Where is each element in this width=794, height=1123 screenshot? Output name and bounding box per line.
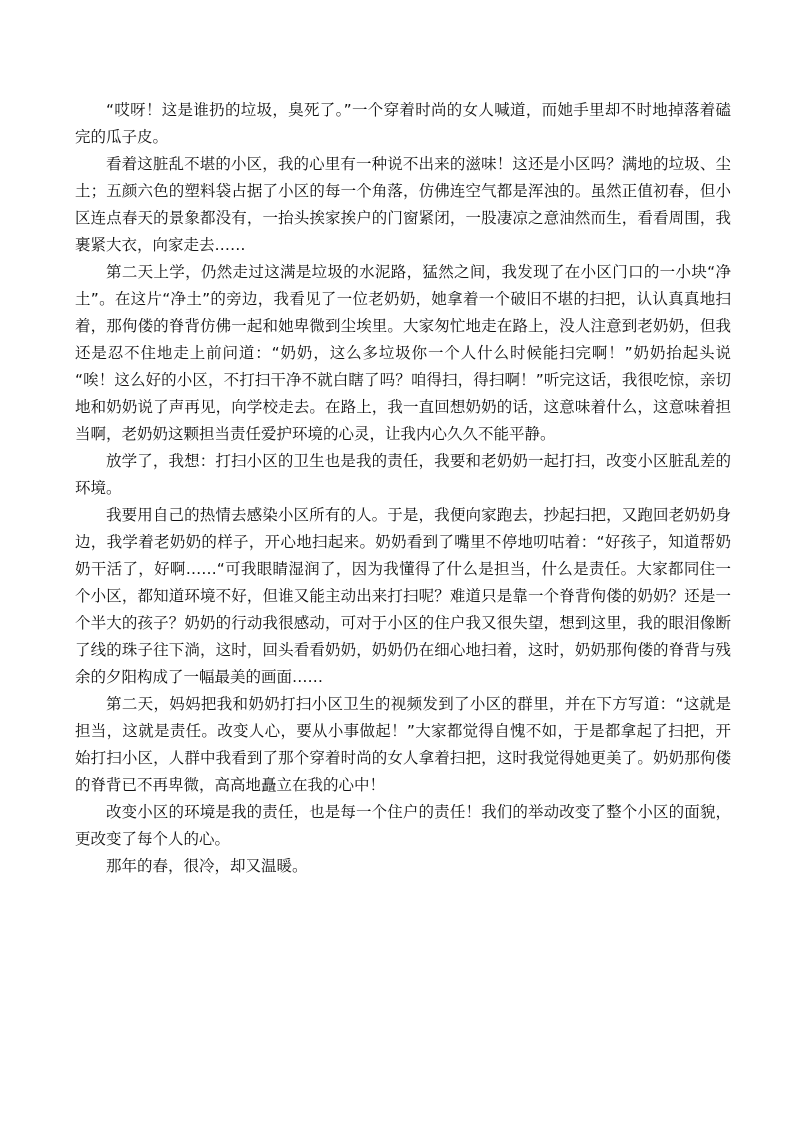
paragraph-2: 看着这脏乱不堪的小区，我的心里有一种说不出来的滋味！这还是小区吗？满地的垃圾、尘土；五颜六色的塑料袋占据了小区的每一个角落，仿佛连空气都是浑浊的。虽然正值初春，但小区连点春天的景象都没有，一抬头挨家挨户的门窗紧闭，一股凄凉之意油然而生，看看周围，我裹紧大衣，向家走去…… bbox=[75, 155, 731, 254]
paragraph-6: 第二天，妈妈把我和奶奶打扫小区卫生的视频发到了小区的群里，并在下方写道：“这就是担当，这就是责任。改变人心，要从小事做起！”大家都觉得自愧不如，于是都拿起了扫把，开始打扫小区，人群中我看到了那个穿着时尚的女人拿着扫把，这时我觉得她更美了。奶奶那佝偻的脊背已不再卑微，高高地矗立在我的心中！ bbox=[75, 695, 731, 794]
paragraph-3: 第二天上学，仍然走过这满是垃圾的水泥路，猛然之间，我发现了在小区门口的一小块“净土”。在这片“净土”的旁边，我看见了一位老奶奶，她拿着一个破旧不堪的扫把，认认真真地扫着，那佝偻的脊背仿佛一起和她卑微到尘埃里。大家匆忙地走在路上，没人注意到老奶奶，但我还是忍不住地走上前问道：“奶奶，这么多垃圾你一个人什么时候能扫完啊！”奶奶抬起头说 “唉！这么好的小区，不打扫干净不就白瞎了吗？咱得扫，得扫啊！”听完这话，我很吃惊，亲切地和奶奶说了声再见，向学校走去。在路上，我一直回想奶奶的话，这意味着什么，这意味着担当啊，老奶奶这颗担当责任爱护环境的心灵，让我内心久久不能平静。 bbox=[75, 263, 731, 443]
paragraph-4: 放学了，我想：打扫小区的卫生也是我的责任，我要和老奶奶一起打扫，改变小区脏乱差的环境。 bbox=[75, 452, 731, 497]
paragraph-8: 那年的春，很冷，却又温暖。 bbox=[106, 857, 308, 875]
paragraph-7: 改变小区的环境是我的责任，也是每一个住户的责任！我们的举动改变了整个小区的面貌，更改变了每个人的心。 bbox=[75, 803, 731, 848]
essay-body bbox=[75, 97, 731, 880]
paragraph-1: “哎呀！这是谁扔的垃圾，臭死了。”一个穿着时尚的女人喊道，而她手里却不时地掉落着磕完的瓜子皮。 bbox=[75, 101, 731, 146]
paragraph-5: 我要用自己的热情去感染小区所有的人。于是，我便向家跑去，抄起扫把，又跑回老奶奶身边，我学着老奶奶的样子，开心地扫起来。奶奶看到了嘴里不停地叨咕着：“好孩子，知道帮奶奶干活了，好啊……“可我眼睛湿润了，因为我懂得了什么是担当，什么是责任。大家都同住一个小区，都知道环境不好，但谁又能主动出来打扫呢？难道只是靠一个脊背佝偻的奶奶？还是一个半大的孩子？奶奶的行动我很感动，可对于小区的住户我又很失望，想到这里，我的眼泪像断了线的珠子往下淌，这时，回头看看奶奶，奶奶仍在细心地扫着，这时，奶奶那佝偻的脊背与残余的夕阳构成了一幅最美的画面…… bbox=[75, 506, 731, 686]
